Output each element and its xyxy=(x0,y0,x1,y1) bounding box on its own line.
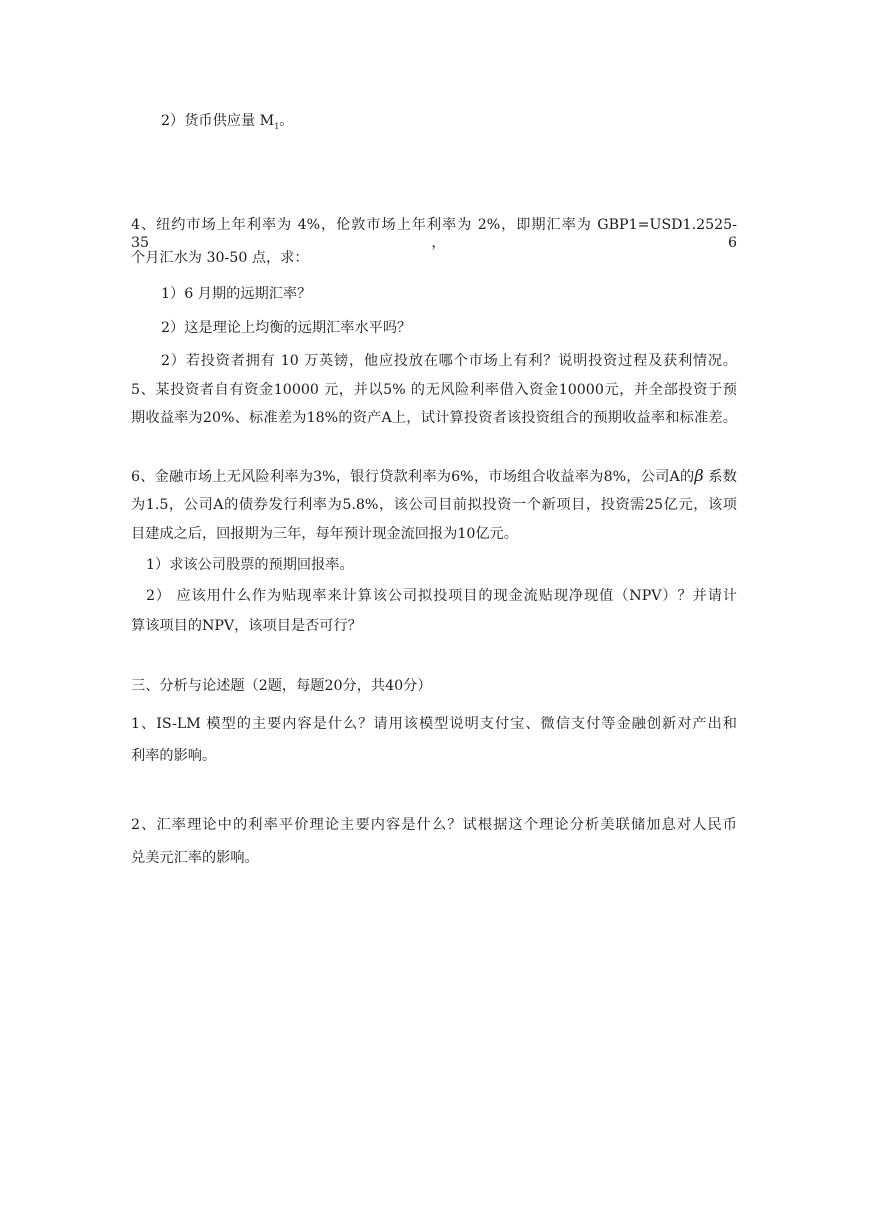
section3-q2-line1: 2、汇率理论中的利率平价理论主要内容是什么？试根据这个理论分析美联储加息对人民币 xyxy=(131,817,737,833)
q6-line1-tail: 系数 xyxy=(703,469,737,485)
section3-q1-line1: 1、IS-LM 模型的主要内容是什么？请用该模型说明支付宝、微信支付等金融创新对产出和 xyxy=(131,716,737,732)
q3-sub2-suffix: 。 xyxy=(279,113,294,129)
q5-line1: 5、某投资者自有资金10000 元，并以5% 的无风险利率借入资金10000元，并全部投资于预 xyxy=(131,382,737,398)
q4-sub1: 1）6 月期的远期汇率？ xyxy=(161,286,312,302)
q6-sub2-line2: 算该项目的NPV，该项目是否可行？ xyxy=(131,618,362,634)
section3-q1-line2: 利率的影响。 xyxy=(131,748,217,764)
q6-line1 xyxy=(131,467,737,486)
q6-line3: 目建成之后，回报期为三年，每年预计现金流回报为10亿元。 xyxy=(131,526,518,542)
q4-sub2: 2）这是理论上均衡的远期汇率水平吗？ xyxy=(161,320,412,336)
beta-symbol: β xyxy=(694,466,704,485)
q3-sub2-text: 2）货币供应量 M xyxy=(161,113,275,129)
section3-heading: 三、分析与论述题（2题，每题20分，共40分） xyxy=(131,678,432,694)
q3-sub2-subscript: 1 xyxy=(274,121,280,131)
q6-sub2-line1: 2） 应该用什么作为贴现率来计算该公司拟投项目的现金流贴现净现值（NPV）？并请计 xyxy=(146,588,737,604)
q4-sub3: 2）若投资者拥有 10 万英镑，他应投放在哪个市场上有利？说明投资过程及获利情况。 xyxy=(161,353,737,369)
q6-line1-text: 6、金融市场上无风险利率为3%，银行贷款利率为6%，市场组合收益率为8%，公司A的 xyxy=(131,469,695,485)
q5-line2: 期收益率为20%、标准差为18%的资产A上，试计算投资者该投资组合的预期收益率和标准差。 xyxy=(131,410,737,426)
q4-line1: 4、纽约市场上年利率为 4%，伦敦市场上年利率为 2%，即期汇率为 GBP1=USD1.2525-35，6 xyxy=(131,217,737,251)
q6-line2: 为1.5，公司A的债券发行利率为5.8%，该公司目前拟投资一个新项目，投资需25亿元，该项 xyxy=(131,497,737,513)
section3-q2-line2: 兑美元汇率的影响。 xyxy=(131,850,259,866)
q6-sub1: 1）求该公司股票的预期回报率。 xyxy=(146,557,354,573)
q4-line2: 个月汇水为 30-50 点，求： xyxy=(131,250,309,266)
q3-sub2 xyxy=(161,112,294,136)
